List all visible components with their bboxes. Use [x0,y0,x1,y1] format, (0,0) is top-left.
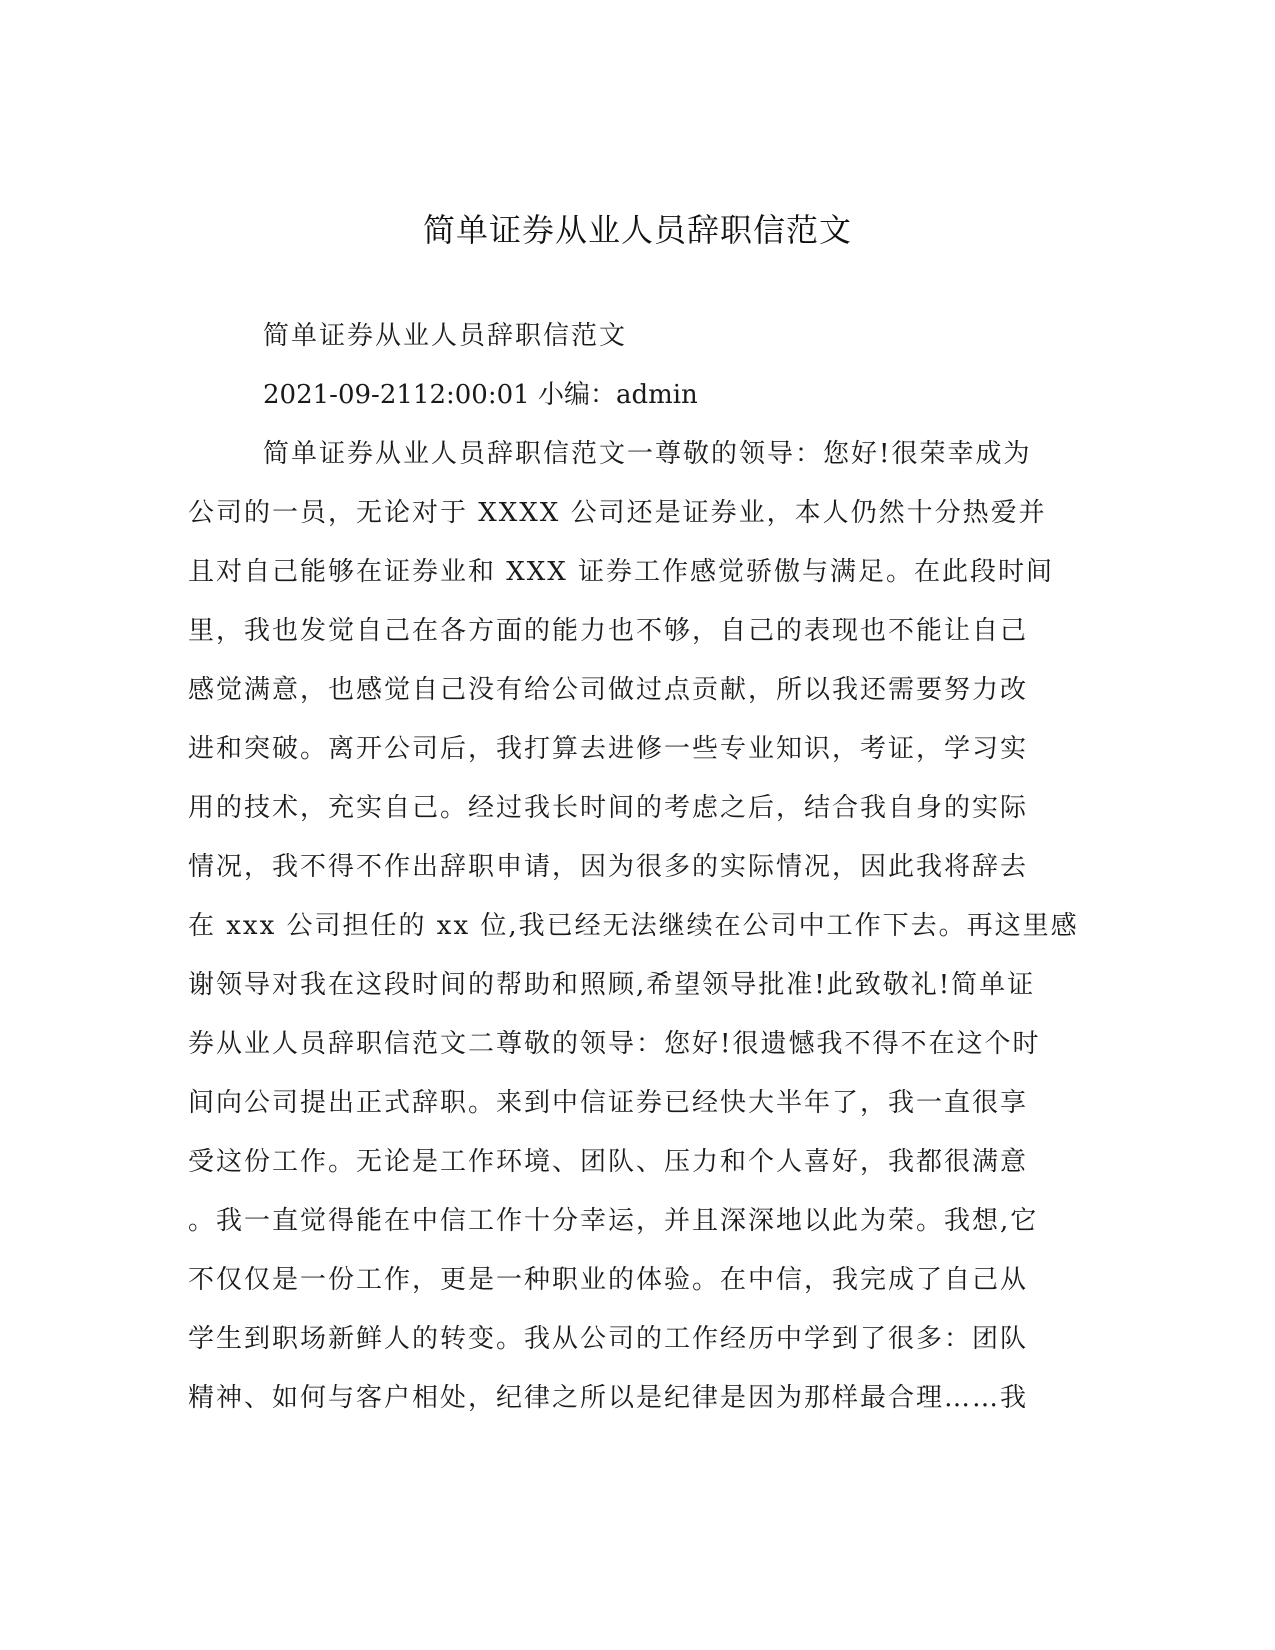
body-line: 里，我也发觉自己在各方面的能力也不够，自己的表现也不能让自己 [188,616,1029,646]
body-line: 不仅仅是一份工作，更是一种职业的体验。在中信，我完成了自己从 [188,1265,1029,1295]
body-line: 公司的一员，无论对于 XXXX 公司还是证券业，本人仍然十分热爱并 [188,498,1047,528]
body-line: 感觉满意，也感觉自己没有给公司做过点贡献，所以我还需要努力改 [188,675,1029,705]
body-line: 学生到职场新鲜人的转变。我从公司的工作经历中学到了很多：团队 [188,1324,1029,1354]
body-line: 。我一直觉得能在中信工作十分幸运，并且深深地以此为荣。我想,它 [188,1206,1039,1236]
meta-line: 2021-09-2112:00:01 小编：admin [263,380,698,410]
body-line: 精神、如何与客户相处，纪律之所以是纪律是因为那样最合理……我 [188,1383,1029,1413]
body-line: 进和突破。离开公司后，我打算去进修一些专业知识，考证，学习实 [188,734,1029,764]
body-line: 受这份工作。无论是工作环境、团队、压力和个人喜好，我都很满意 [188,1147,1029,1177]
body-line: 谢领导对我在这段时间的帮助和照顾,希望领导批准!此致敬礼!简单证 [188,970,1036,1000]
subtitle-line: 简单证券从业人员辞职信范文 [263,321,628,351]
document-title: 简单证券从业人员辞职信范文 [422,211,852,249]
body-line: 且对自己能够在证券业和 XXX 证券工作感觉骄傲与满足。在此段时间 [188,557,1055,587]
body-line: 在 xxx 公司担任的 xx 位,我已经无法继续在公司中工作下去。再这里感 [188,911,1079,941]
body-line: 情况，我不得不作出辞职申请，因为很多的实际情况，因此我将辞去 [188,852,1029,882]
body-line: 用的技术，充实自己。经过我长时间的考虑之后，结合我自身的实际 [188,793,1029,823]
body-line: 间向公司提出正式辞职。来到中信证券已经快大半年了，我一直很享 [188,1088,1029,1118]
body-line: 券从业人员辞职信范文二尊敬的领导：您好!很遗憾我不得不在这个时 [188,1029,1041,1059]
body-line: 简单证券从业人员辞职信范文一尊敬的领导：您好!很荣幸成为 [263,439,1032,469]
